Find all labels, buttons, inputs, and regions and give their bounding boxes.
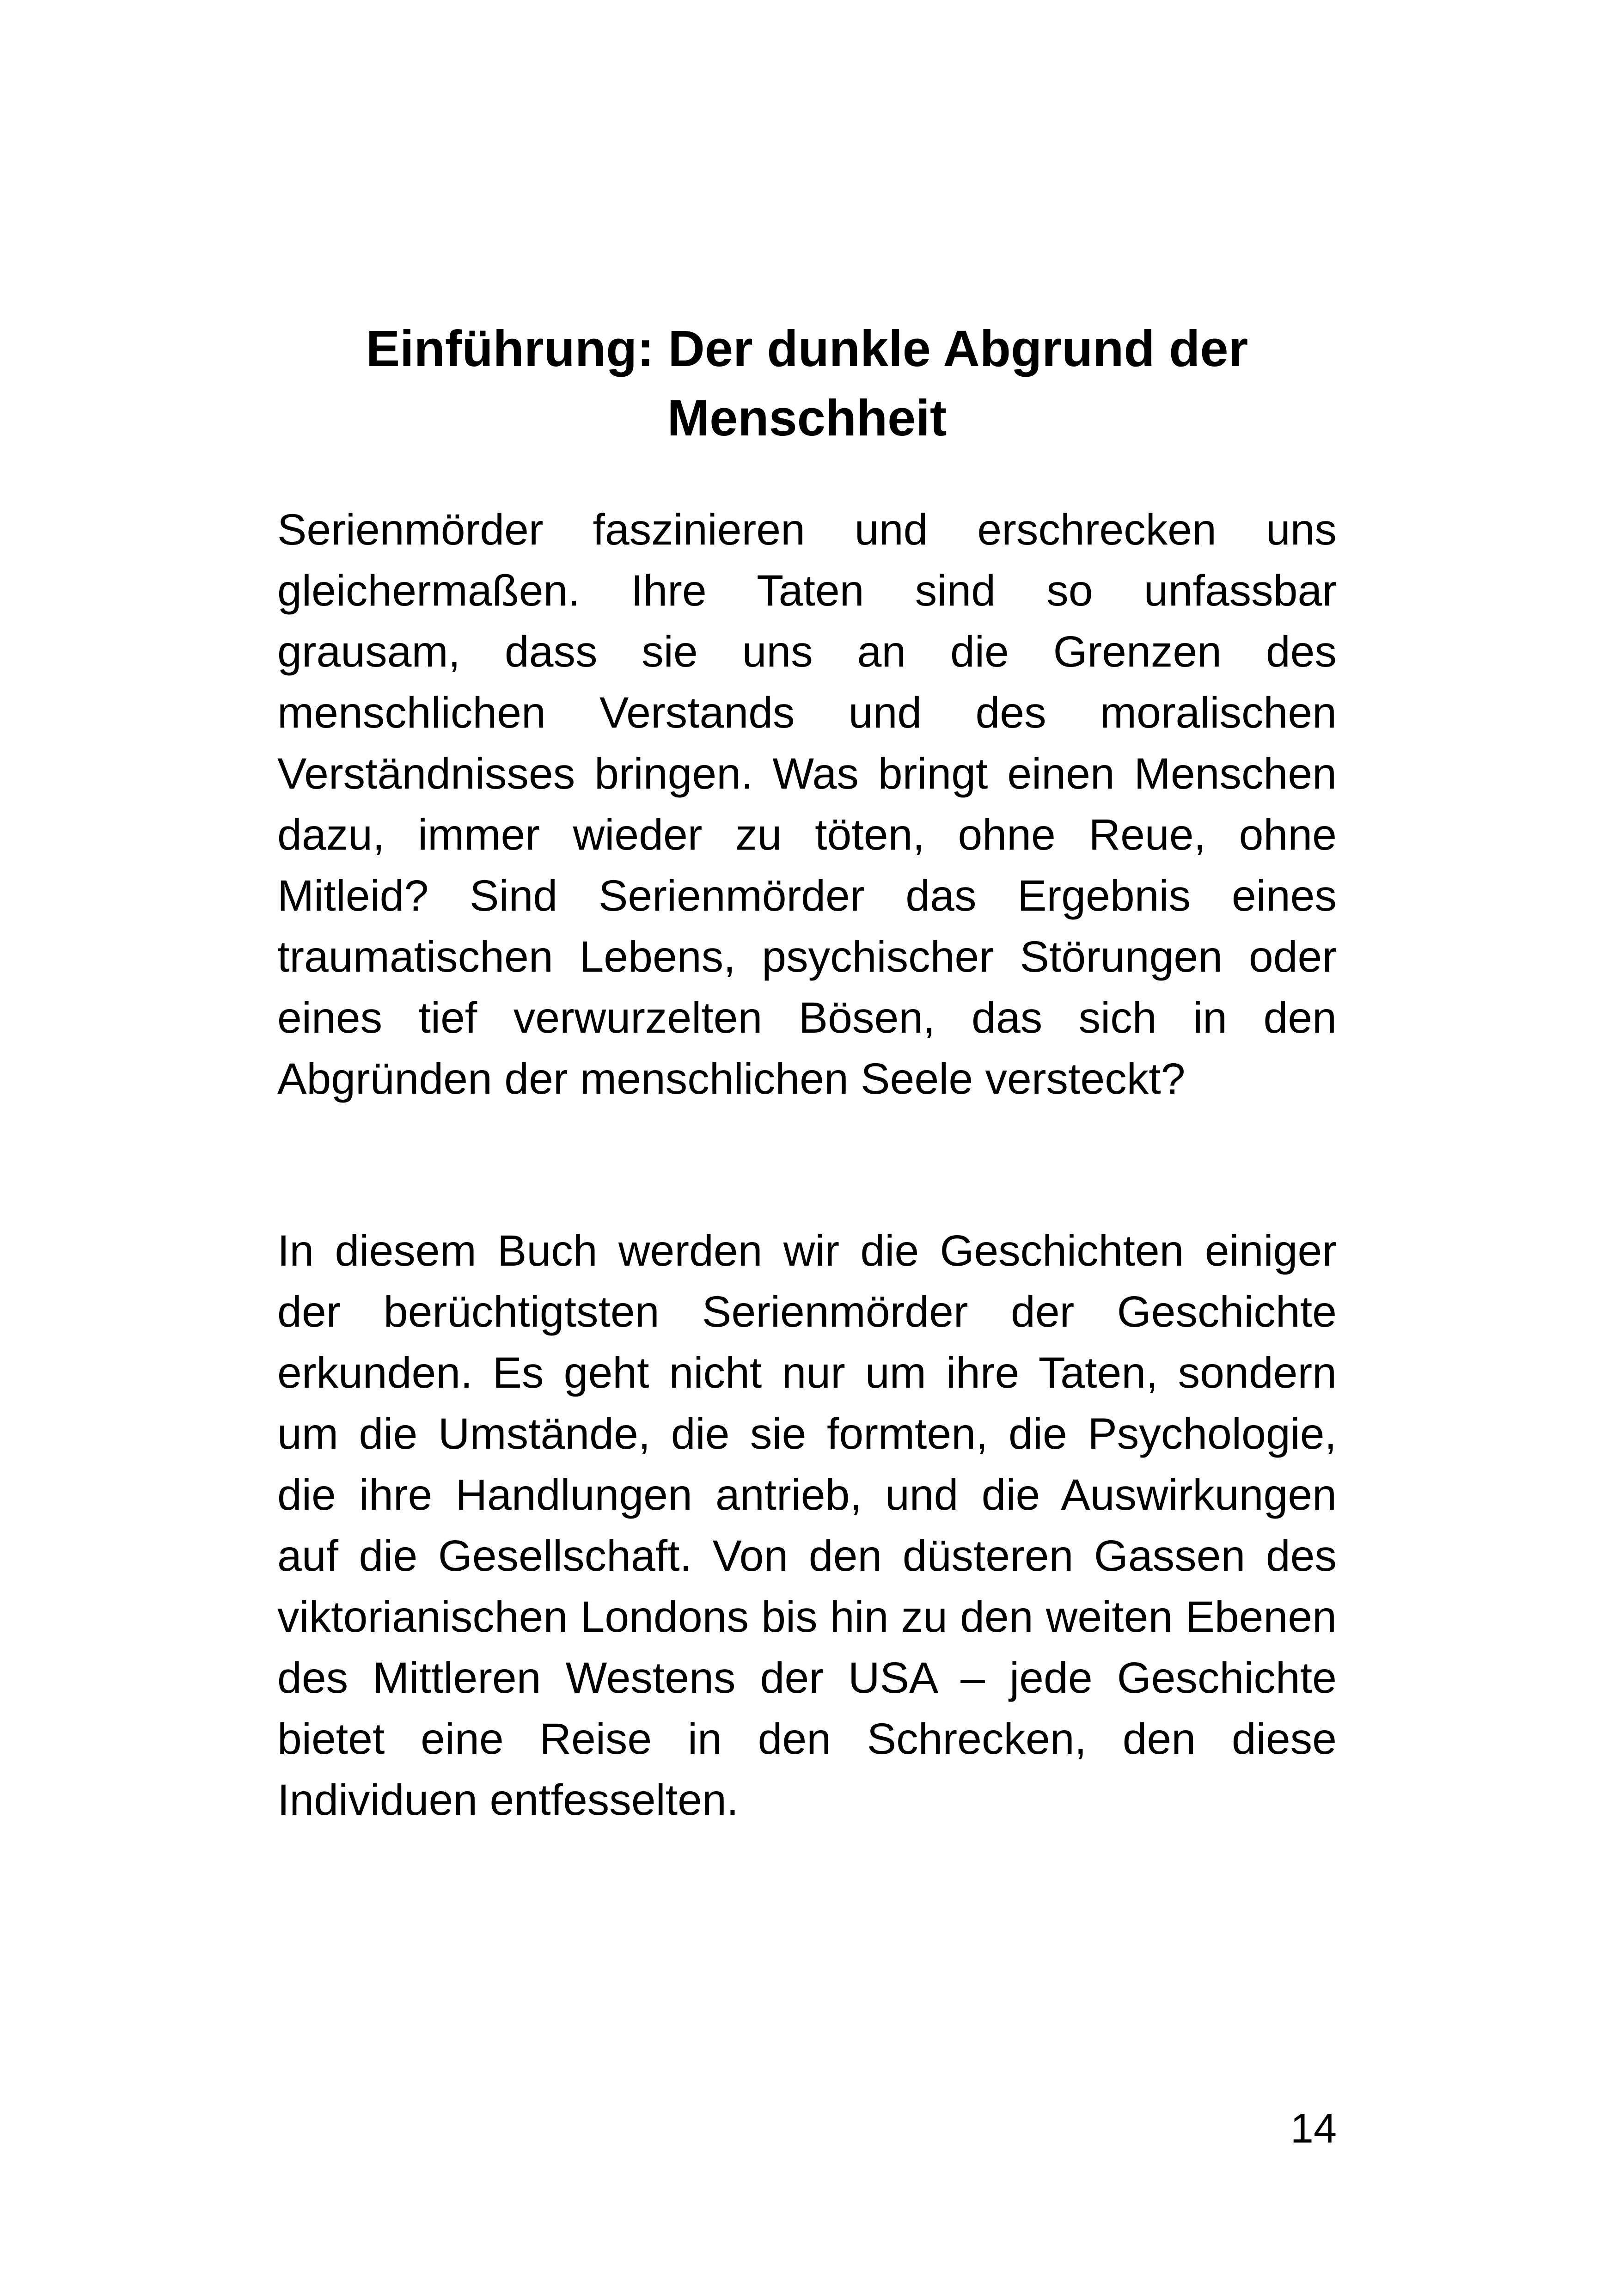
page-number: 14: [1290, 2106, 1337, 2152]
paragraph-1: Serienmörder faszinieren und erschrecken uns gleichermaßen. Ihre Taten sind so unfassbar grausam, dass sie uns an die Grenzen des menschlichen Verstands und des moralischen Verständnisses bringen. Was bringt einen Menschen dazu, immer wieder zu töten, ohne Reue, ohne Mitleid? Sind Serienmörder das Ergebnis eines traumatischen Lebens, psychischer Störungen oder eines tief verwurzelten Bösen, das sich in den Abgründen der menschlichen Seele versteckt?: [277, 505, 1337, 1103]
chapter-title: Einführung: Der dunkle Abgrund der Menschheit: [366, 320, 1248, 447]
paragraph-2: In diesem Buch werden wir die Geschichten einiger der berüchtigtsten Serienmörder der Geschichte erkunden. Es geht nicht nur um ihre Taten, sondern um die Umstände, die sie formten, die Psychologie, die ihre Handlungen antrieb, und die Auswirkungen auf die Gesellschaft. Von den düsteren Gassen des viktorianischen Londons bis hin zu den weiten Ebenen des Mittleren Westens der USA – jede Geschichte bietet eine Reise in den Schrecken, den diese Individuen entfesselten.: [277, 1226, 1337, 1825]
